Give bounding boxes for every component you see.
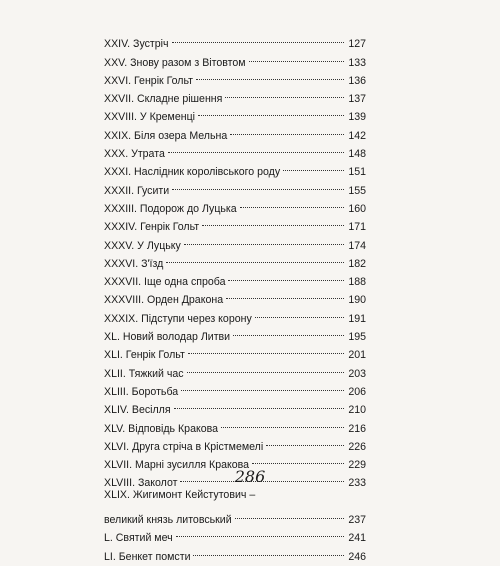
page-number: 286 [234,467,266,486]
toc-entry-title: XXXVIII. Орден Дракона [104,294,224,307]
dot-leader [193,541,344,559]
dot-leader [230,120,344,138]
dot-leader [198,102,344,120]
toc-entry-page: 206 [348,385,366,398]
dot-leader [202,212,344,230]
dot-leader [196,66,344,84]
dot-leader [184,230,344,248]
dot-leader [166,249,344,267]
toc-entry-title: L. Святий меч [104,532,173,545]
toc-entry-page: 226 [348,440,366,453]
toc-entry-title: XXXII. Гусити [104,184,170,197]
dot-leader [235,505,344,523]
toc-entry-title: XLIX. Жигимонт Кейстутович – [104,489,256,502]
toc-entry-page: 133 [348,56,366,69]
dot-leader [255,303,344,321]
dot-leader [172,175,344,193]
toc-entry-title: XXXI. Наслідник королівського роду [104,166,281,179]
toc-entry-title: XLVIII. Заколот [104,477,178,490]
dot-leader [168,139,344,157]
toc-entry-page: 139 [348,111,366,124]
toc-entry-title: XXX. Утрата [104,148,165,161]
toc-entry-title: XLVII. Марні зусилля Кракова [104,459,250,472]
toc-entry-title: XXXVI. З'їзд [104,257,164,270]
dot-leader [172,29,344,47]
toc-entry-page: 203 [348,367,366,380]
dot-leader [233,322,344,340]
toc-entry-title: XL. Новий володар Литви [104,331,231,344]
toc-entry-title: LI. Бенкет помсти [104,550,191,563]
toc-entry-page: 201 [348,349,366,362]
dot-leader [283,157,344,175]
toc-entry-title: XLII. Тяжкий час [104,367,184,380]
toc-entry-title: XLIV. Весілля [104,404,171,417]
toc-entry-page: 148 [348,148,366,161]
dot-leader [226,285,344,303]
toc-entry-page: 137 [348,93,366,106]
toc-entry-title: XXXV. У Луцьку [104,239,181,252]
toc-entry-page: 171 [348,221,366,234]
toc-entry-title: XLVI. Друга стріча в Крістмемелі [104,440,264,453]
dot-leader [266,432,344,450]
toc-entry [104,29,366,51]
toc-entry-title: XXIV. Зустріч [104,38,169,51]
toc-entry-page: 233 [348,477,366,490]
toc-entry-title: XXXVII. Іще одна спроба [104,276,226,289]
toc-entry-page: 155 [348,184,366,197]
dot-leader [240,194,344,212]
toc-entry-page: 210 [348,404,366,417]
toc-entry-page: 241 [348,532,366,545]
toc-entry-title: великий князь литовський [104,514,232,527]
toc-entry-title: XXXIII. Подорож до Луцька [104,202,237,215]
toc-entry-page: 190 [348,294,366,307]
toc-entry-page: 160 [348,202,366,215]
toc-entry-page: 151 [348,166,366,179]
toc-entry-page: 229 [348,459,366,472]
dot-leader [187,358,344,376]
toc-entry-page: 188 [348,276,366,289]
toc-entry-title: XLV. Відповідь Кракова [104,422,219,435]
toc-entry-page: 136 [348,74,366,87]
toc-entry-title: XXXIV. Генрік Гольт [104,221,200,234]
dot-leader [225,84,344,102]
dot-leader [174,395,344,413]
toc-entry-page: 182 [348,257,366,270]
toc-entry-title: XLI. Генрік Гольт [104,349,185,362]
toc-entry-page: 237 [348,514,366,527]
toc-entry-title: XXV. Знову разом з Вітовтом [104,56,246,69]
dot-leader [221,413,344,431]
toc-entry [104,505,366,527]
toc-entry-title: XXXIX. Підступи через корону [104,312,252,325]
toc-entry-title: XXVII. Складне рішення [104,93,223,106]
toc-entry-title: XXVI. Генрік Гольт [104,74,194,87]
toc-entry-page: 246 [348,550,366,563]
toc-entry-page: 142 [348,129,366,142]
toc-entry [104,486,366,504]
toc-entry-page: 174 [348,239,366,252]
toc-entry-page: 191 [348,312,366,325]
dot-leader [228,267,344,285]
dot-leader [176,523,344,541]
toc-entry-page: 195 [348,331,366,344]
toc-entry-title: XXIX. Біля озера Мельна [104,129,228,142]
dot-leader [188,340,344,358]
dot-leader [249,47,344,65]
toc-entry-page: 127 [348,38,366,51]
toc-entry-title: XXVIII. У Кременці [104,111,195,124]
dot-leader [181,377,344,395]
toc-entry-page: 216 [348,422,366,435]
toc-entry-title: XLIII. Боротьба [104,385,179,398]
dot-leader [252,450,344,468]
